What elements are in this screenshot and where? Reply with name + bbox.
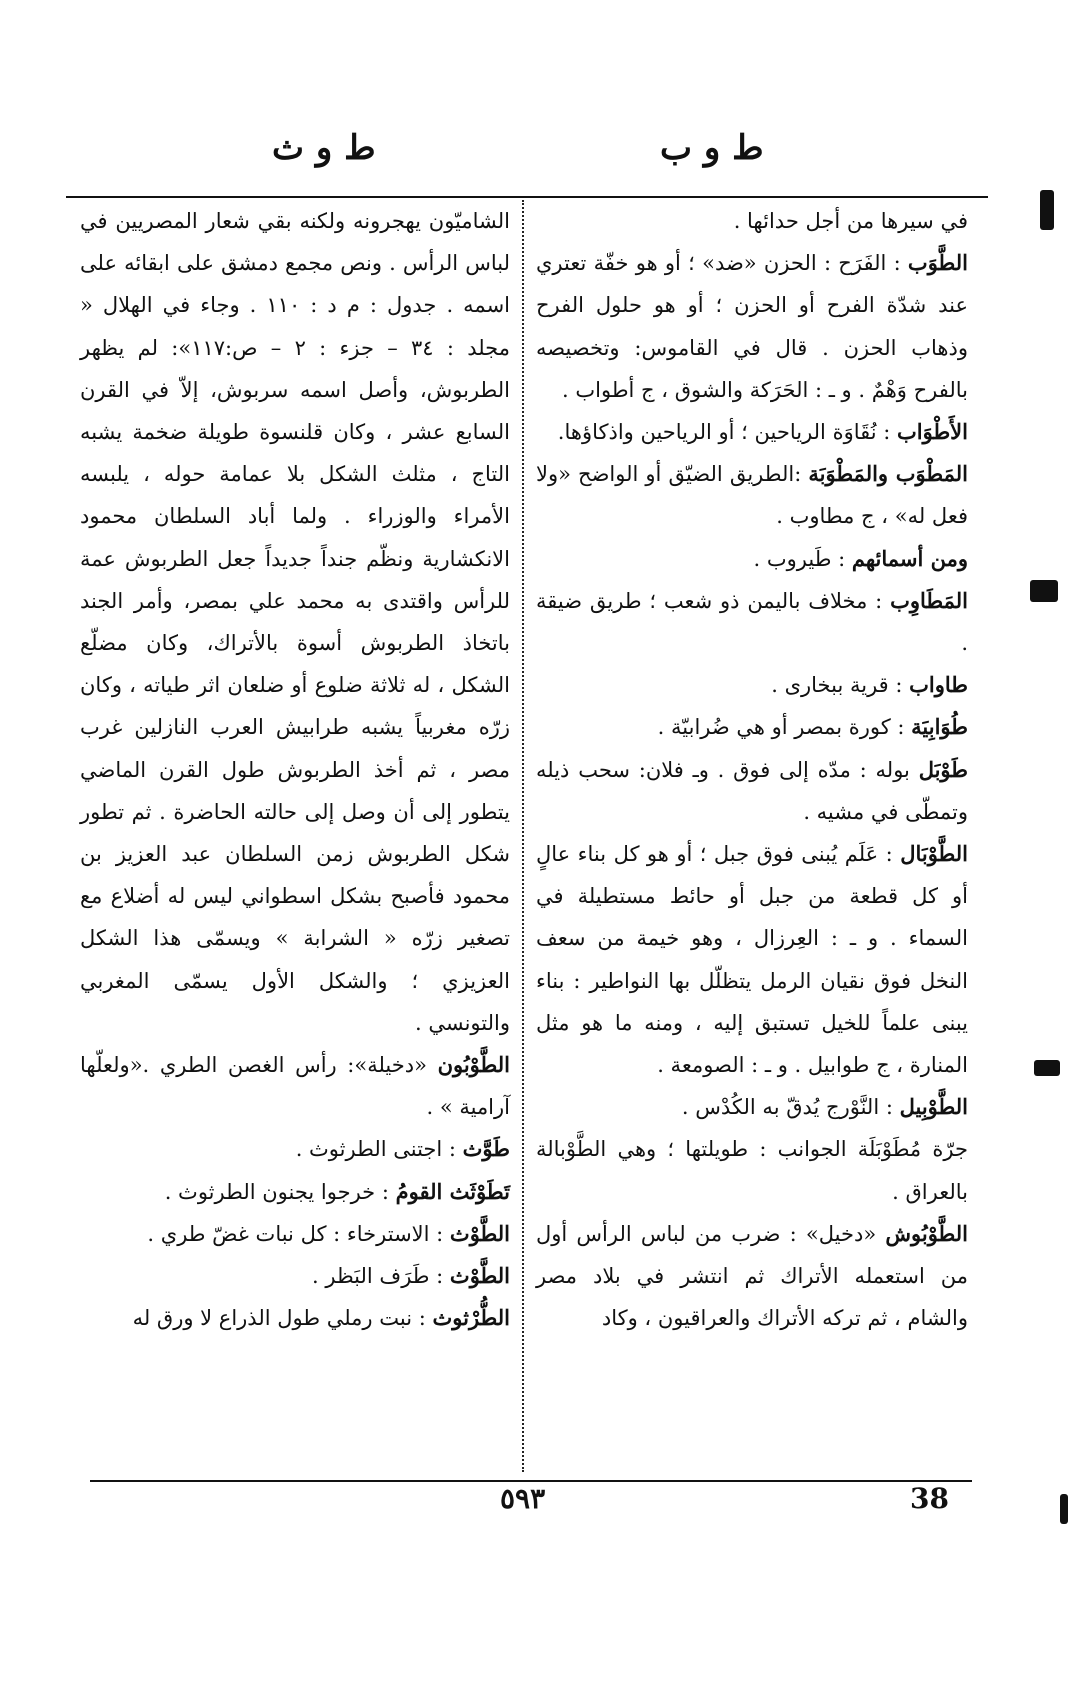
column-divider — [522, 200, 524, 1472]
headword: طَوَّث — [462, 1136, 510, 1162]
entry — [536, 453, 968, 537]
entry — [536, 411, 968, 453]
definition: في سيرها من أجل حدائها . — [733, 209, 968, 233]
definition: : عَلَم يُبنى فوق جبل ؛ أو هو كل بناء عالٍ أو كل قطعة من جبل أو حائط مستطيلة في السماء . و ـ : العِرزال ، وهو خيمة من سعف النخل فوق نقيان الرمل يتظلّل بها النواطير : بناء يبنى علماً للخيل تستبق إليه ، ومنه ما هو مثل المنارة ، ج طوابيل . و ـ : الصومعة . — [536, 842, 968, 1078]
headword: طاواب — [909, 672, 968, 698]
headword: ومن أسمائهم — [851, 545, 968, 571]
headword: طَوْبَل — [918, 756, 968, 782]
entry — [80, 1044, 510, 1128]
headword: الطَّوْبَال — [900, 841, 968, 867]
headword: المَطَاوِب — [890, 587, 968, 613]
entry — [80, 1128, 510, 1170]
definition: : مخلاف باليمن ذو شعب ؛ طريق ضيقة . — [536, 588, 968, 656]
entry — [80, 1171, 510, 1213]
entry — [80, 1297, 510, 1339]
entry — [536, 664, 968, 706]
definition: :الطريق الضيّق أو الواضح «ولا فعل له» ، ج مطاوب . — [536, 462, 968, 529]
scan-edge-mark — [1060, 1494, 1068, 1524]
headword: الطُّرْثوث — [432, 1305, 510, 1331]
definition: : الاسترخاء : كل نبات غضّ طري . — [147, 1221, 450, 1246]
entry — [536, 200, 968, 242]
entry — [536, 580, 968, 664]
definition: : طَرَف البَظر . — [312, 1264, 450, 1289]
page-number-arabic: ٥٩٣ — [500, 1482, 546, 1515]
definition: : طَيروب . — [753, 546, 852, 571]
headword: الطَّوْبِيل — [899, 1094, 968, 1120]
left-column-header: ط و ث — [272, 128, 376, 168]
headword: طُوَابِيَة — [911, 714, 968, 740]
headword: المَطْوَب والمَطْوَبَة — [808, 461, 968, 487]
headword: الطَّوْث — [449, 1220, 510, 1246]
scan-edge-mark — [1034, 1060, 1060, 1076]
left-column — [80, 200, 510, 1470]
definition: : قرية ببخارى . — [771, 673, 910, 698]
entry — [80, 200, 510, 1044]
entry — [536, 1128, 968, 1212]
top-rule — [66, 196, 988, 198]
entry — [536, 538, 968, 580]
entry — [536, 1086, 968, 1128]
entry — [536, 242, 968, 411]
headword: الطَّوْث — [449, 1263, 510, 1289]
right-column-header: ط و ب — [660, 128, 764, 168]
headword: تَطَوْثَث القومُ — [395, 1178, 510, 1204]
definition: : كورة بمصر أو هي ضُرابيّة . — [657, 715, 912, 740]
entry — [536, 1213, 968, 1340]
definition: «دخيل» : ضرب من لباس الرأس أول من استعمله الأتراك ثم انتشر في بلاد مصر والشام ، ثم تركه الأتراك والعراقيون ، وكاد — [536, 1221, 968, 1331]
right-column — [536, 200, 968, 1470]
definition: جرّة مُطَوْبَلَة الجوانب : طويلتها ؛ وهي الطَّوْبالة بالعراق . — [536, 1137, 968, 1204]
entry — [536, 833, 968, 1086]
entry — [536, 706, 968, 748]
definition: : نبت رملي طول الذراع لا ورق له — [132, 1306, 433, 1331]
entry — [536, 749, 968, 833]
definition: : خرجوا يجنون الطرثوث . — [164, 1179, 396, 1204]
definition: : الفَرَح : الحزن «ضد» ؛ أو هو خفّة تعتري عند شدّة الفرح أو الحزن ؛ أو هو حلول الفرح وذهاب الحزن . قال في القاموس: وتخصيصه بالفرح وَهْمٌ . و ـ : الحَرَكة والشوق ، ج أطواب . — [536, 251, 968, 402]
headword: الطَّوْبُوش — [885, 1220, 968, 1246]
definition: الشاميّون يهجرونه ولكنه بقي شعار المصريين في لباس الرأس . ونص مجمع دمشق على ابقائه على اسمه . جدول : م د : ١١٠ . وجاء في الهلال « مجلد : ٣٤ – جزء : ٢ – ص:١١٧»: لم يظهر الطربوش، وأصل اسمه سربوش، إلاّ في القرن السابع عشر ، وكان قلنسوة طويلة ضخمة يشبه التاج ، مثلث الشكل بلا عمامة حوله ، يلبسه الأمراء والوزراء . ولما أباد السلطان محمود الانكشارية ونظّم جنداً جديداً جعل الطربوش عمة للرأس واقتدى به محمد علي بمصر، وأمر الجند باتخاذ الطربوش أسوة بالأتراك، وكان مضلّع الشكل ، له ثلاثة ضلوع أو ضلعان اثر طياته ، وكان زرّه مغربياً يشبه طرابيش العرب النازلين غرب مصر ، ثم أخذ الطربوش طول القرن الماضي يتطور إلى أن وصل إلى حالته الحاضرة . ثم تطور شكل الطربوش زمن السلطان عبد العزيز بن محمود فأصبح بشكل اسطواني ليس له أضلاع مع تصغير زرّه « الشرابة » ويسمّى هذا الشكل العزيزي ؛ والشكل الأول يسمّى المغربي والتونسي . — [80, 209, 510, 1035]
definition: : اجتنى الطرثوث . — [295, 1137, 463, 1162]
headword: الطَّوْبُون — [437, 1052, 510, 1078]
entry — [80, 1213, 510, 1255]
headword: الطَّوَب — [907, 250, 968, 276]
definition: : نُقَاوَة الرياحين ؛ أو الرياحين واذكاؤها. — [557, 420, 898, 445]
entry — [80, 1255, 510, 1297]
scan-edge-mark — [1040, 190, 1054, 230]
definition: «دخيلة»: رأس الغصن الطري .«ولعلّها آرامية » . — [80, 1053, 510, 1120]
definition: بوله : مدّه إلى فوق . وـ فلان: سحب ذيله وتمطّى في مشيه . — [536, 757, 968, 824]
page-number: 38 — [910, 1482, 949, 1515]
headword: الأَطْوَاب — [897, 419, 968, 445]
definition: : النَّوْرج يُدقّ به الكُدْس . — [681, 1095, 900, 1120]
scan-edge-mark — [1030, 580, 1058, 602]
